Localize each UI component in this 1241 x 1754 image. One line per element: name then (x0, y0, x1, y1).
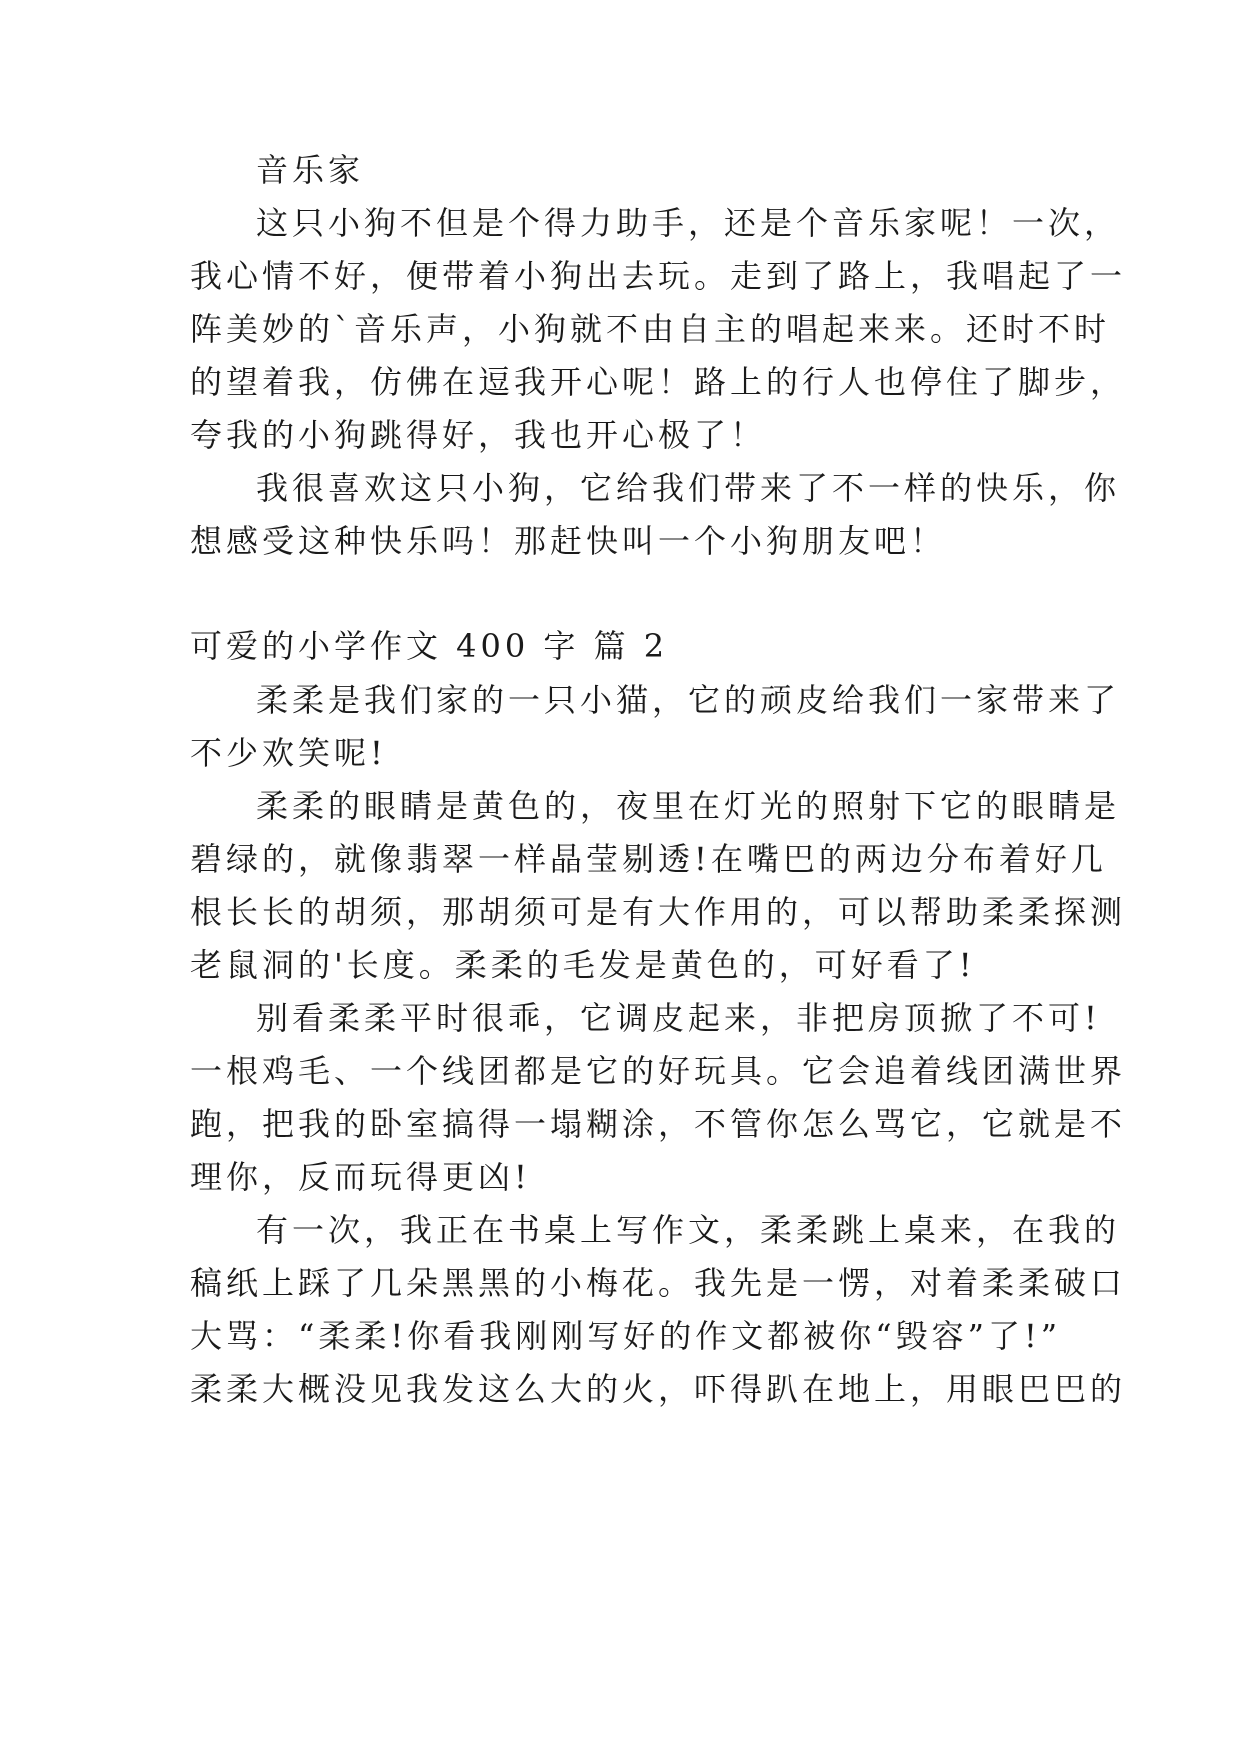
paragraph-line: 柔柔是我们家的一只小猫，它的顽皮给我们一家带来了 (256, 681, 1121, 719)
paragraph-line: 柔柔的眼睛是黄色的，夜里在灯光的照射下它的眼睛是 (256, 787, 1121, 825)
paragraph-line: 夸我的小狗跳得好，我也开心极了！ (190, 416, 767, 454)
paragraph-line: 这只小狗不但是个得力助手，还是个音乐家呢！一次， (256, 204, 1121, 242)
paragraph-line: 柔柔大概没见我发这么大的火，吓得趴在地上，用眼巴巴的 (190, 1370, 1127, 1408)
paragraph-line: 想感受这种快乐吗！那赶快叫一个小狗朋友吧！ (190, 522, 947, 560)
paragraph-line: 阵美妙的`音乐声，小狗就不由自主的唱起来来。还时不时 (190, 310, 1111, 348)
paragraph-line: 有一次，我正在书桌上写作文，柔柔跳上桌来，在我的 (256, 1211, 1121, 1249)
paragraph-line: 一根鸡毛、一个线团都是它的好玩具。它会追着线团满世界 (190, 1052, 1127, 1090)
paragraph-line: 别看柔柔平时很乖，它调皮起来，非把房顶掀了不可! (256, 999, 1101, 1037)
paragraph-line: 稿纸上踩了几朵黑黑的小梅花。我先是一愣，对着柔柔破口 (190, 1264, 1127, 1302)
paragraph-line: 我心情不好，便带着小狗出去玩。走到了路上，我唱起了一 (190, 257, 1127, 295)
paragraph-line: 老鼠洞的'长度。柔柔的毛发是黄色的，可好看了! (190, 946, 976, 984)
paragraph-line: 跑，把我的卧室搞得一塌糊涂，不管你怎么骂它，它就是不 (190, 1105, 1127, 1143)
paragraph-line: 我很喜欢这只小狗，它给我们带来了不一样的快乐，你 (256, 469, 1121, 507)
article-title: 可爱的小学作文 400 字 篇 2 (190, 627, 669, 665)
paragraph-line: 理你，反而玩得更凶! (190, 1158, 531, 1196)
paragraph-line: 的望着我，仿佛在逗我开心呢！路上的行人也停住了脚步， (190, 363, 1127, 401)
paragraph-line: 大骂：“柔柔!你看我刚刚写好的作文都被你“毁容”了!” (190, 1317, 1062, 1355)
section-heading: 音乐家 (256, 151, 365, 189)
paragraph-line: 碧绿的，就像翡翠一样晶莹剔透!在嘴巴的两边分布着好几 (190, 840, 1107, 878)
paragraph-line: 不少欢笑呢! (190, 734, 387, 772)
paragraph-line: 根长长的胡须，那胡须可是有大作用的，可以帮助柔柔探测 (190, 893, 1127, 931)
